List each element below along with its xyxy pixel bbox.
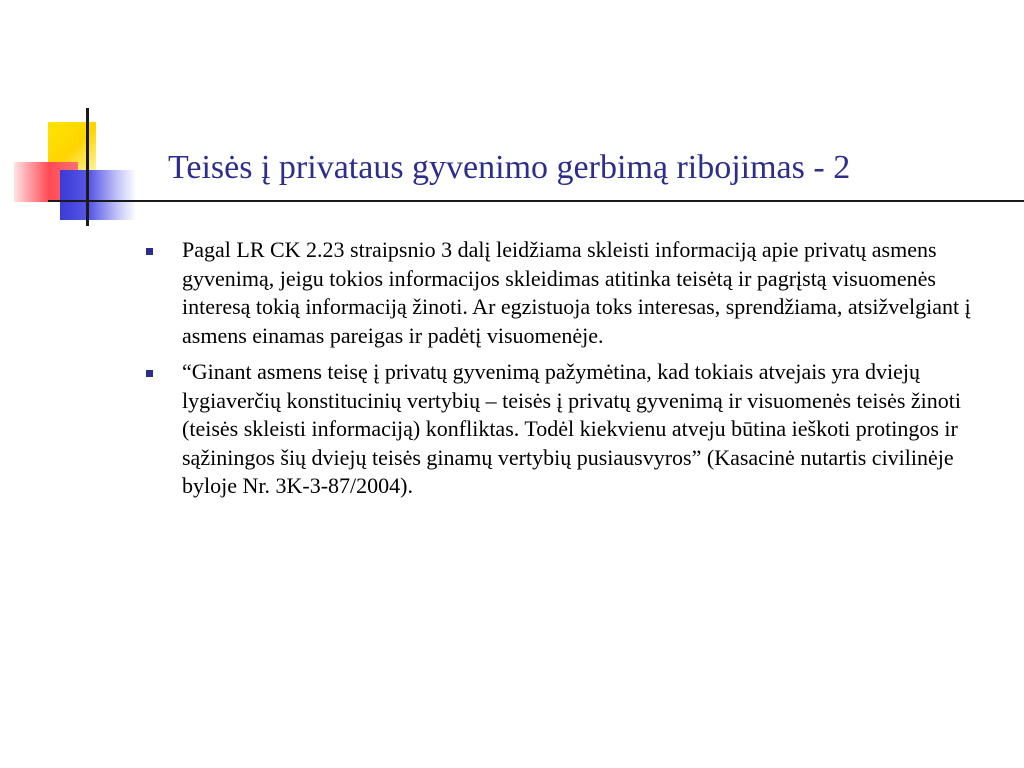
slide-title: Teisės į privataus gyvenimo gerbimą ribojimas - 2: [168, 149, 851, 186]
decorative-blue-square: [60, 170, 136, 220]
decorative-vertical-line: [86, 108, 89, 226]
bullet-text: Pagal LR CK 2.23 straipsnio 3 dalį leidžiama skleisti informaciją apie privatų asmens gyvenimą, jeigu tokios informacijos skleidimas atitinka teisėtą ir pagrįstą visuomenės interesą tokią informaciją žinoti. Ar egzistuoja toks interesas, sprendžiama, atsižvelgiant į asmens einamas pareigas ir padėtį visuomenėje.: [182, 237, 971, 348]
title-underline: [48, 200, 1024, 202]
bullet-text: “Ginant asmens teisę į privatų gyvenimą pažymėtina, kad tokiais atvejais yra dviejų lygiaverčių konstitucinių vertybių – teisės į privatų gyvenimą ir visuomenės teisės žinoti (teisės skleisti informaciją) konfliktas. Todėl kiekvienu atveju būtina ieškoti protingos ir sąžiningos šių dviejų teisės ginamų vertybių pusiausvyros” (Kasacinė nutartis civilinėje byloje Nr. 3K-3-87/2004).: [182, 359, 962, 498]
square-bullet-icon: [146, 370, 153, 377]
bullet-item: [146, 358, 1006, 501]
bullet-item: [146, 236, 1006, 350]
bullet-list: [146, 236, 1006, 509]
square-bullet-icon: [146, 248, 153, 255]
